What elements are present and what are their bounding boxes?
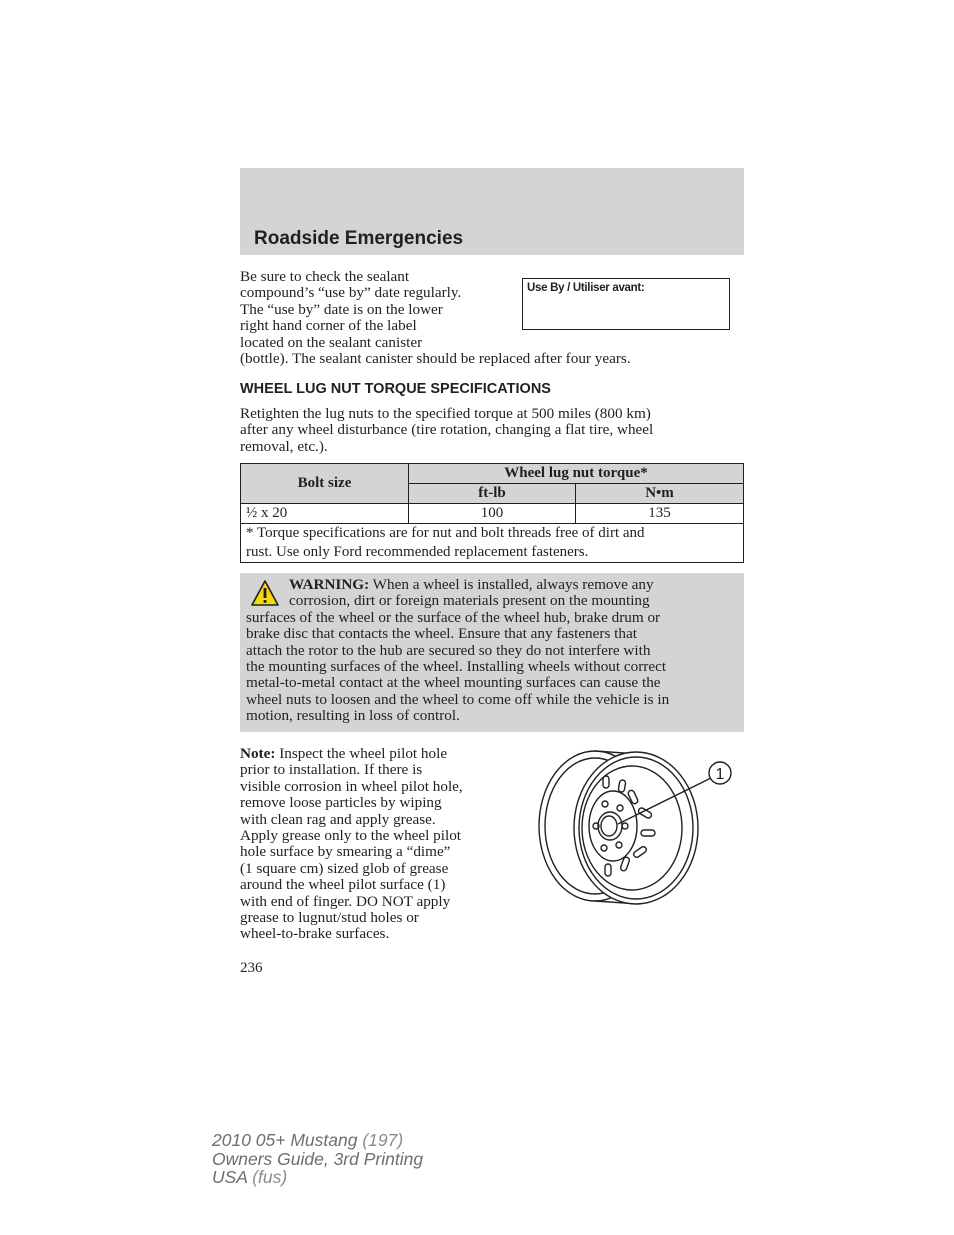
section-header-band xyxy=(240,168,744,255)
note-paragraph xyxy=(240,746,530,943)
document-footer xyxy=(212,1131,423,1187)
warning-line: the mounting surfaces of the wheel. Installing wheels without correct xyxy=(246,658,667,676)
warning-line: corrosion, dirt or foreign materials present on the mounting xyxy=(289,592,650,610)
intro-line: right hand corner of the label xyxy=(240,317,417,335)
col-wheel-torque: Wheel lug nut torque* xyxy=(409,464,744,484)
footer-model-code: (197) xyxy=(357,1130,404,1150)
note-line: prior to installation. If there is xyxy=(240,761,423,779)
para-line: removal, etc.). xyxy=(240,437,328,455)
page-number: 236 xyxy=(240,960,263,976)
footnote-line: * Torque specifications are for nut and bolt threads free of dirt and xyxy=(246,525,645,541)
footer-line-2: Owners Guide, 3rd Printing xyxy=(212,1148,424,1169)
torque-table xyxy=(240,463,744,563)
warning-line: surfaces of the wheel or the surface of the wheel hub, brake drum or xyxy=(246,608,661,626)
footer-line-3 xyxy=(212,1168,423,1187)
note-label: Note: xyxy=(240,745,276,762)
footer-model: 2010 05+ Mustang xyxy=(212,1130,358,1150)
note-line: remove loose particles by wiping xyxy=(240,794,442,812)
retighten-paragraph xyxy=(240,406,744,455)
note-first-line xyxy=(240,746,530,762)
warning-line: attach the rotor to the hub are secured so they do not interfere with xyxy=(246,641,651,659)
table-header-row xyxy=(241,464,744,484)
wheel-illustration xyxy=(533,746,743,908)
col-nm: N•m xyxy=(576,484,744,504)
cell-nm: 135 xyxy=(576,504,744,524)
intro-line: located on the sealant canister xyxy=(240,333,423,351)
note-line: wheel-to-brake surfaces. xyxy=(240,925,390,943)
note-line: hole surface by smearing a “dime” xyxy=(240,843,451,861)
section-title: Roadside Emergencies xyxy=(254,228,464,249)
note-line: grease to lugnut/stud holes or xyxy=(240,909,419,927)
warning-first-text: When a wheel is installed, always remove any xyxy=(369,576,654,593)
warning-label: WARNING: xyxy=(289,576,370,593)
note-line: around the wheel pilot surface (1) xyxy=(240,876,446,894)
para-line: Retighten the lug nuts to the specified torque at 500 miles (800 km) xyxy=(240,405,651,422)
warning-line: motion, resulting in loss of control. xyxy=(246,707,460,725)
warning-line: brake disc that contacts the wheel. Ensure that any fasteners that xyxy=(246,625,637,643)
footer-line-1 xyxy=(212,1131,423,1150)
table-footnote xyxy=(241,524,744,563)
warning-line: wheel nuts to loosen and the wheel to come off while the vehicle is in xyxy=(246,690,670,708)
cell-ft-lb: 100 xyxy=(409,504,576,524)
note-first-text: Inspect the wheel pilot hole xyxy=(275,745,448,762)
torque-spec-heading: WHEEL LUG NUT TORQUE SPECIFICATIONS xyxy=(240,381,551,397)
table-footnote-row xyxy=(241,524,744,563)
callout-number: 1 xyxy=(715,766,725,783)
intro-line: The “use by” date is on the lower xyxy=(240,300,443,318)
cell-bolt-size: ½ x 20 xyxy=(241,504,409,524)
footer-market: USA xyxy=(212,1167,248,1187)
use-by-label-text: Use By / Utiliser avant: xyxy=(527,282,645,294)
para-line: after any wheel disturbance (tire rotation, changing a flat tire, wheel xyxy=(240,421,654,439)
footer-market-code: (fus) xyxy=(247,1167,288,1187)
note-line: with clean rag and apply grease. xyxy=(240,810,436,828)
use-by-label-box xyxy=(522,278,730,330)
footnote-line: rust. Use only Ford recommended replacement fasteners. xyxy=(246,544,589,560)
intro-line: Be sure to check the sealant xyxy=(240,268,410,285)
warning-line: metal-to-metal contact at the wheel mounting surfaces can cause the xyxy=(246,674,661,692)
table-row xyxy=(241,504,744,524)
intro-line: (bottle). The sealant canister should be replaced after four years. xyxy=(240,350,631,368)
note-line: Apply grease only to the wheel pilot xyxy=(240,827,462,845)
col-ft-lb: ft-lb xyxy=(409,484,576,504)
note-line: visible corrosion in wheel pilot hole, xyxy=(240,777,463,795)
col-bolt-size: Bolt size xyxy=(241,464,409,504)
warning-box xyxy=(240,573,744,732)
note-line: (1 square cm) sized glob of grease xyxy=(240,859,449,877)
note-line: with end of finger. DO NOT apply xyxy=(240,892,451,910)
intro-line: compound’s “use by” date regularly. xyxy=(240,284,462,302)
warning-first-line xyxy=(246,577,734,593)
